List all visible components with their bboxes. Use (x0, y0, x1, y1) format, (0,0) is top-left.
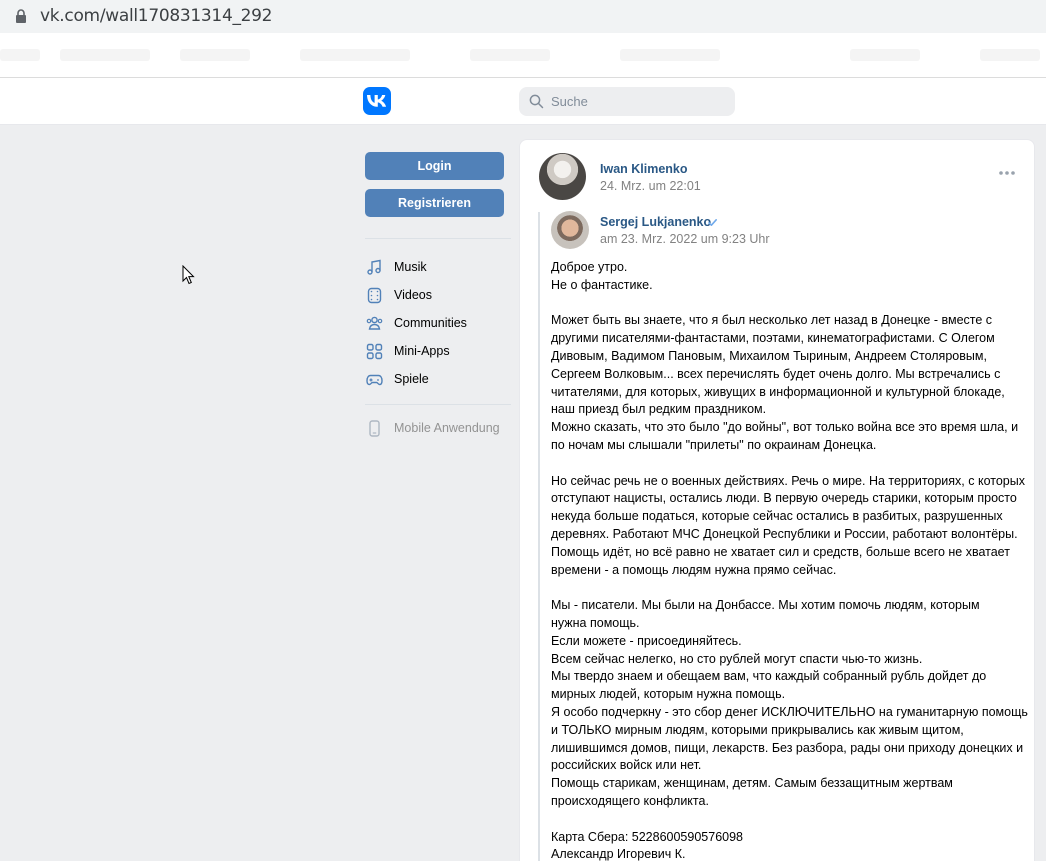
sidebar-item-label: Musik (394, 260, 427, 274)
post-text-line: происходящего конфликта. (551, 793, 709, 808)
post-text-line: Доброе утро. (551, 260, 628, 274)
post-date[interactable]: 24. Mrz. um 22:01 (600, 179, 701, 193)
lock-icon (16, 9, 26, 23)
post-text-line: Но сейчас речь не о военных действиях. Речь о мире. На территориях, с которых (551, 473, 1025, 488)
post-text-line: Я особо подчеркну - это сбор денег ИСКЛЮЧИТЕЛЬНО на гуманитарную помощь (551, 704, 1028, 719)
post-text-line: времени - а помощь людям нужна прямо сейчас. (551, 562, 837, 577)
post-text-line: Помощь старикам, женщинам, детям. Самым беззащитным жертвам (551, 776, 953, 791)
more-options-icon[interactable] (998, 170, 1016, 176)
post-card (519, 139, 1035, 861)
post-text-line: Александр Игоревич К. (551, 847, 686, 861)
verified-icon (707, 217, 718, 228)
communities-icon (366, 315, 383, 332)
post-author-name[interactable]: Iwan Klimenko (600, 162, 688, 176)
post-text-line (551, 811, 1031, 829)
login-button[interactable]: Login (365, 152, 504, 180)
repost-date[interactable]: am 23. Mrz. 2022 um 9:23 Uhr (600, 232, 770, 246)
browser-address-bar[interactable] (0, 0, 1046, 33)
search-icon (529, 94, 544, 109)
post-text-line: Сергеем Волковым... всех перечислять будет очень долго. Мы встречались с (551, 366, 1001, 381)
post-text-line (551, 455, 1031, 473)
sidebar-item-label: Spiele (394, 372, 429, 386)
phone-icon (366, 420, 383, 437)
post-text-line (551, 295, 1031, 313)
search-box[interactable] (519, 87, 735, 116)
sidebar-item-music[interactable] (365, 255, 511, 279)
mouse-cursor-icon (182, 265, 195, 285)
gamepad-icon (366, 371, 383, 388)
post-text-line: Помощь идёт, но всё равно не хватает сил и средств, больше всего не хватает (551, 544, 1010, 559)
sidebar-item-mini-apps[interactable] (365, 339, 511, 363)
post-text-line: читателями, для которых, живущих в информационной и культурной блокаде, (551, 384, 1005, 399)
repost-author-avatar[interactable] (551, 211, 589, 249)
post-text-line: наш приезд был редким праздником. (551, 402, 767, 417)
post-text-line: Может быть вы знаете, что я был несколько лет назад в Донецке - вместе с (551, 313, 993, 328)
post-text-line: по ночам мы слышали "прилеты" по окраинам Донецка. (551, 437, 877, 452)
post-text-line: лишившимся домов, пищи, лекарств. Без разбора, рады они приходу донецких и (551, 740, 1024, 755)
sidebar-divider (365, 404, 511, 405)
post-text-line: Не о фантастике. (551, 277, 653, 292)
vk-logo-glyph (367, 95, 387, 107)
url-text[interactable]: vk.com/wall170831314_292 (40, 6, 273, 26)
vk-header (0, 78, 1046, 125)
post-text-line: другими писателями-фантастами, поэтами, кинематографистами. С Олегом (551, 331, 995, 346)
post-text-line: Мы твердо знаем и обещаем вам, что каждый собранный рубль дойдет до (551, 669, 987, 684)
bookmarks-bar (0, 33, 1046, 78)
post-text-line: Карта Сбера: 5228600590576098 (551, 829, 743, 844)
post-text-line: отступают нацисты, остались люди. В первую очередь старики, которым просто (551, 491, 1017, 506)
repost-author-name[interactable]: Sergej Lukjanenko (600, 215, 712, 229)
sidebar-item-games[interactable] (365, 367, 511, 391)
sidebar-item-label: Videos (394, 288, 432, 302)
post-text-line: Всем сейчас нелегко, но сто рублей могут спасти чью-то жизнь. (551, 651, 923, 666)
post-text-line: российских войск или нет. (551, 758, 702, 773)
post-text-line: и ТОЛЬКО мирным людям, которыми прикрывались как живым щитом, (551, 722, 964, 737)
post-text (551, 259, 1031, 861)
sidebar-item-videos[interactable] (365, 283, 511, 307)
post-text-line (551, 579, 1031, 597)
vk-logo-icon[interactable] (363, 87, 391, 115)
sidebar-item-label: Mini-Apps (394, 344, 450, 358)
music-icon (366, 259, 383, 276)
post-text-line: Можно сказать, что это было "до войны", вот только война все это время шла, и (551, 420, 1019, 435)
post-text-line: нужна помощь. (551, 615, 640, 630)
sidebar-item-communities[interactable] (365, 311, 511, 335)
post-text-line: Мы - писатели. Мы были на Донбассе. Мы хотим помочь людям, которым (551, 598, 980, 613)
mini-apps-icon (366, 343, 383, 360)
post-text-line: Дивовым, Вадимом Пановым, Михаилом Тыриным, Андреем Столяровым, (551, 348, 987, 363)
register-button[interactable]: Registrieren (365, 189, 504, 217)
sidebar-item-mobile[interactable] (365, 416, 511, 440)
post-text-line: Если можете - присоединяйтесь. (551, 633, 742, 648)
author-avatar[interactable] (539, 153, 586, 200)
post-text-line: деревнях. Работают МЧС Донецкой Республики и России, работают волонтёры. (551, 526, 1018, 541)
video-icon (366, 287, 383, 304)
repost-indicator-bar (538, 212, 540, 861)
sidebar-item-label: Communities (394, 316, 467, 330)
post-text-line: некуда больше податься, которые сейчас остались в разбитых, разрушенных (551, 509, 1003, 524)
search-input[interactable]: Suche (551, 94, 588, 109)
post-text-line: мирных людей, которым нужна помощь. (551, 687, 786, 702)
sidebar-divider (365, 238, 511, 239)
sidebar-item-label: Mobile Anwendung (394, 421, 500, 435)
